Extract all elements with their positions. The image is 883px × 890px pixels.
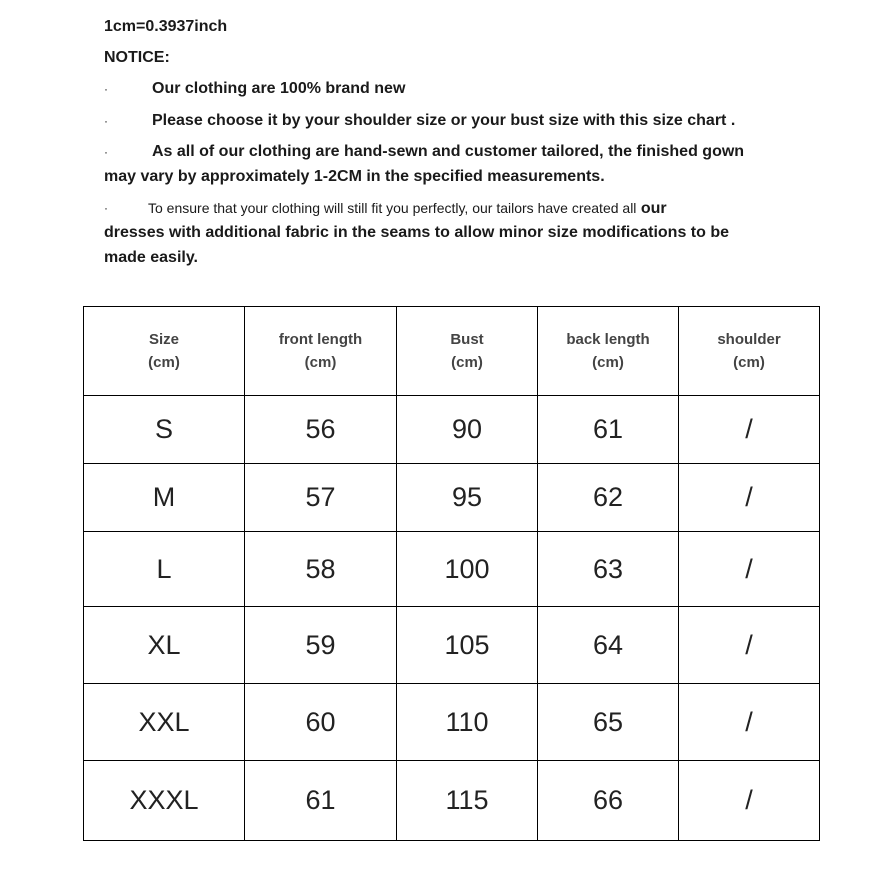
header-front-length: front length (cm) [245,307,397,396]
table-header-row [84,307,820,396]
cell-back-length: 63 [538,532,679,607]
notice-text-continued: dresses with additional fabric in the seams to allow minor size modifications to be [104,224,730,241]
cell-size: XL [84,607,245,684]
notice-text-continued: made easily. [104,249,198,266]
cell-bust: 95 [397,464,538,532]
cell-bust: 110 [397,684,538,761]
cell-shoulder: / [679,396,820,464]
notice-label: NOTICE: [104,49,170,66]
cell-size: L [84,532,245,607]
cell-back-length: 61 [538,396,679,464]
cell-front-length: 56 [245,396,397,464]
conversion-text: 1cm=0.3937inch [104,18,228,35]
cell-size: XXXL [84,761,245,841]
cell-front-length: 61 [245,761,397,841]
cell-shoulder: / [679,684,820,761]
cell-bust: 90 [397,396,538,464]
cell-size: M [84,464,245,532]
cell-size: S [84,396,245,464]
cell-shoulder: / [679,532,820,607]
cell-back-length: 65 [538,684,679,761]
cell-front-length: 60 [245,684,397,761]
bullet-icon: · [104,145,108,159]
header-shoulder: shoulder (cm) [679,307,820,396]
bullet-icon: · [104,82,108,96]
notice-text-continued: may vary by approximately 1-2CM in the specified measurements. [104,168,605,185]
cell-bust: 105 [397,607,538,684]
cell-bust: 100 [397,532,538,607]
notice-text [148,198,667,219]
bullet-icon: · [104,114,108,128]
cell-shoulder: / [679,761,820,841]
notice-text: As all of our clothing are hand-sewn and customer tailored, the finished gown [152,143,745,160]
cell-back-length: 64 [538,607,679,684]
table-row [84,607,820,684]
notice-text: Our clothing are 100% brand new [152,80,406,97]
cell-front-length: 58 [245,532,397,607]
cell-front-length: 57 [245,464,397,532]
cell-back-length: 62 [538,464,679,532]
table-row [84,761,820,841]
header-back-length: back length (cm) [538,307,679,396]
cell-shoulder: / [679,607,820,684]
notice-text: Please choose it by your shoulder size or your bust size with this size chart . [152,112,736,129]
table-row [84,396,820,464]
cell-bust: 115 [397,761,538,841]
table-row [84,532,820,607]
notice-text-small: To ensure that your clothing will still fit you perfectly, our tailors have created all [148,200,637,216]
size-chart-table [83,306,820,841]
bullet-icon: · [104,201,108,215]
header-bust: Bust (cm) [397,307,538,396]
cell-front-length: 59 [245,607,397,684]
cell-shoulder: / [679,464,820,532]
cell-size: XXL [84,684,245,761]
table-row [84,464,820,532]
notice-text-tail: our [640,200,667,217]
table-row [84,684,820,761]
header-size: Size (cm) [84,307,245,396]
cell-back-length: 66 [538,761,679,841]
